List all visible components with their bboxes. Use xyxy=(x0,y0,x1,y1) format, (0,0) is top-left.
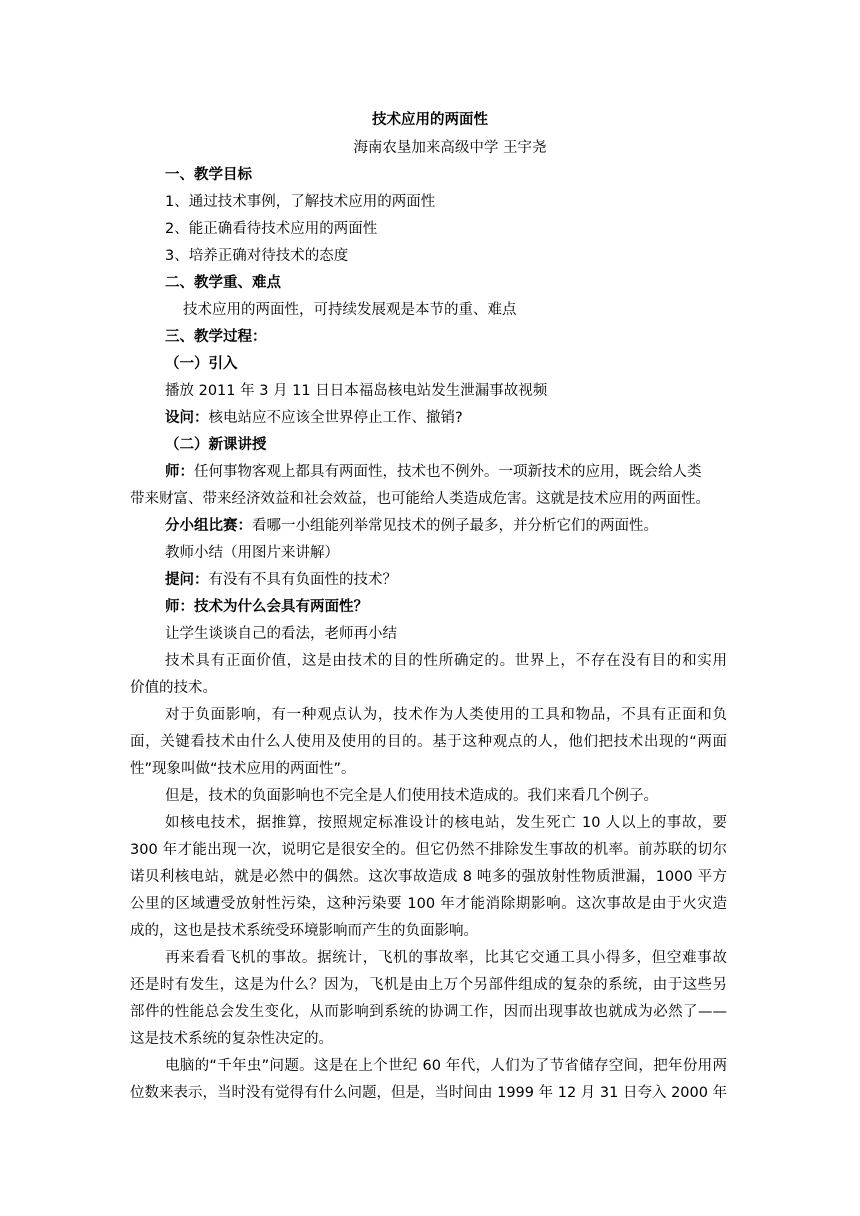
paragraph-line: 部件的性能总会发生变化，从而影响到系统的协调工作，因而出现事故也就成为必然了—— xyxy=(130,1004,727,1020)
teacher-paragraph xyxy=(165,462,702,482)
paragraph-line: 成的，这也是技术系统受环境影响而产生的负面影响。 xyxy=(130,923,478,939)
goal-item: 2、能正确看待技术应用的两面性 xyxy=(165,221,378,237)
doc-title: 技术应用的两面性 xyxy=(372,112,488,128)
paragraph-line: 这是技术系统的复杂性决定的。 xyxy=(130,1031,333,1047)
paragraph-line: 电脑的“千年虫”问题。这是在上个世纪 60 年代，人们为了节省储存空间，把年份用两 xyxy=(165,1058,727,1074)
subsection-heading-intro: （一）引入 xyxy=(165,356,238,372)
students-talk: 让学生谈谈自己的看法，老师再小结 xyxy=(165,626,397,642)
teacher-summary: 教师小结（用图片来讲解） xyxy=(165,545,339,561)
paragraph-line: 技术具有正面价值，这是由技术的目的性所确定的。世界上，不存在没有目的和实用 xyxy=(165,653,727,669)
paragraph-line: 位数来表示，当时没有觉得有什么问题，但是，当时间由 1999 年 12 月 31 日夸入 2000 年 xyxy=(130,1085,728,1101)
paragraph-line: 如核电技术，据推算，按照规定标准设计的核电站，发生死亡 10 人以上的事故，要 xyxy=(165,815,727,831)
paragraph-line: 诺贝利核电站，就是必然中的偶然。这次事故造成 8 吨多的强放射性物质泄漏，1000 平方 xyxy=(130,869,727,885)
paragraph-line: 300 年才能出现一次，说明它是很安全的。但它仍然不排除发生事故的机率。前苏联的切尔 xyxy=(130,842,727,858)
paragraph-line: 带来财富、带来经济效益和社会效益，也可能给人类造成危害。这就是技术应用的两面性。 xyxy=(130,491,710,507)
paragraph-line: 面，关键看技术由什么人使用及使用的目的。基于这种观点的人，他们把技术出现的“两面 xyxy=(130,734,727,750)
teacher-text: 任何事物客观上都具有两面性，技术也不例外。一项新技术的应用，既会给人类 xyxy=(194,464,702,480)
paragraph-line: 但是，技术的负面影响也不完全是人们使用技术造成的。我们来看几个例子。 xyxy=(165,788,658,804)
section-heading-process: 三、教学过程： xyxy=(165,329,267,345)
question-label: 提问： xyxy=(165,572,209,588)
group-paragraph xyxy=(165,516,658,536)
keypoint-text: 技术应用的两面性，可持续发展观是本节的重、难点 xyxy=(183,302,517,318)
paragraph-line: 再来看看飞机的事故。据统计，飞机的事故率，比其它交通工具小得多，但空难事故 xyxy=(165,950,727,966)
section-heading-keypoints: 二、教学重、难点 xyxy=(165,275,281,291)
paragraph-line: 公里的区域遭受放射性污染，这种污染要 100 年才能消除期影响。这次事故是由于火灾造 xyxy=(130,896,727,912)
question-paragraph xyxy=(165,570,397,590)
ask-label: 设问： xyxy=(165,410,209,426)
paragraph-line: 价值的技术。 xyxy=(130,680,217,696)
paragraph-line: 性”现象叫做“技术应用的两面性”。 xyxy=(130,761,356,777)
paragraph-line: 还是时有发生，这是为什么？因为，飞机是由上万个另部件组成的复杂的系统，由于这些另 xyxy=(130,977,727,993)
section-heading-goals: 一、教学目标 xyxy=(165,167,252,183)
group-text: 看哪一小组能列举常见技术的例子最多，并分析它们的两面性。 xyxy=(252,518,658,534)
ask-paragraph xyxy=(165,408,463,428)
question-text: 有没有不具有负面性的技术？ xyxy=(208,572,397,588)
goal-item: 1、通过技术事例，了解技术应用的两面性 xyxy=(165,194,436,210)
teacher-question: 师：技术为什么会具有两面性？ xyxy=(165,599,368,615)
intro-paragraph: 播放 2011 年 3 月 11 日日本福岛核电站发生泄漏事故视频 xyxy=(165,383,548,399)
subsection-heading-lecture: （二）新课讲授 xyxy=(165,437,267,453)
goal-item: 3、培养正确对待技术的态度 xyxy=(165,248,349,264)
author-line: 海南农垦加来高级中学 王宇尧 xyxy=(353,140,547,156)
group-label: 分小组比赛： xyxy=(165,518,252,534)
paragraph-line: 对于负面影响，有一种观点认为，技术作为人类使用的工具和物品，不具有正面和负 xyxy=(165,707,727,723)
ask-text: 核电站应不应该全世界停止工作、撤销? xyxy=(208,410,463,426)
teacher-label: 师： xyxy=(165,464,194,480)
